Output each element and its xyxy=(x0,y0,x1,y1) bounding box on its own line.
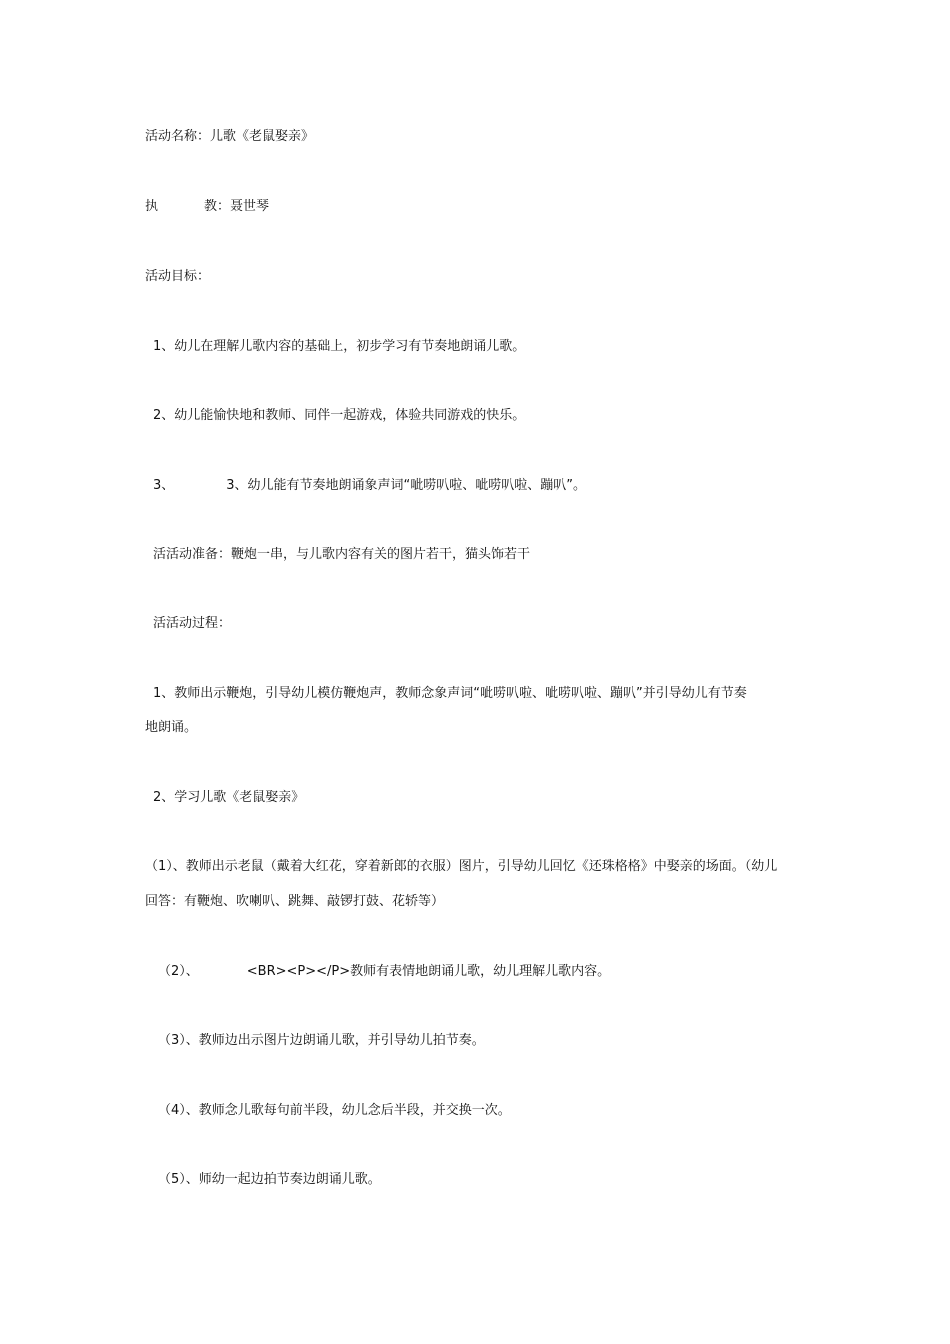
goal-3-text: 3、幼儿能有节奏地朗诵象声词“呲唠叭啦、呲唠叭啦、蹦叭”。 xyxy=(226,478,587,493)
sub-4: （4）、教师念儿歌每句前半段，幼儿念后半段，并交换一次。 xyxy=(158,1103,511,1118)
step-1-line-2: 地朗诵。 xyxy=(145,720,198,735)
teacher-label-a: 执 xyxy=(145,199,159,214)
goal-1: 1、幼儿在理解儿歌内容的基础上，初步学习有节奏地朗诵儿歌。 xyxy=(153,339,526,354)
goal-3-number: 3、 xyxy=(153,478,175,493)
teacher-label-b: 教：聂世琴 xyxy=(204,199,270,214)
goal-3 xyxy=(153,476,586,496)
sub-5: （5）、师幼一起边拍节奏边朗诵儿歌。 xyxy=(158,1172,381,1187)
step-1-line-1: 1、教师出示鞭炮，引导幼儿模仿鞭炮声，教师念象声词“呲唠叭啦、呲唠叭啦、蹦叭”并引导幼儿有节奏 xyxy=(153,686,747,701)
goals-heading: 活动目标： xyxy=(145,269,211,284)
step-2: 2、学习儿歌《老鼠娶亲》 xyxy=(153,790,305,805)
sub-2-number: （2）、 xyxy=(158,964,199,979)
teacher-line xyxy=(145,197,269,217)
process-heading: 活活动过程： xyxy=(153,616,232,631)
sub-2 xyxy=(158,962,610,982)
sub-1-line-1: （1）、教师出示老鼠（戴着大红花，穿着新郎的衣服）图片，引导幼儿回忆《还珠格格》中娶亲的场面。（幼儿 xyxy=(145,859,778,874)
sub-3: （3）、教师边出示图片边朗诵儿歌，并引导幼儿拍节奏。 xyxy=(158,1033,485,1048)
sub-2-text: <BR><P></P>教师有表情地朗诵儿歌，幼儿理解儿歌内容。 xyxy=(246,964,611,979)
goal-2: 2、幼儿能愉快地和教师、同伴一起游戏，体验共同游戏的快乐。 xyxy=(153,408,526,423)
sub-1-line-2: 回答：有鞭炮、吹喇叭、跳舞、敲锣打鼓、花轿等） xyxy=(145,894,445,909)
preparation: 活活动准备：鞭炮一串，与儿歌内容有关的图片若干，猫头饰若干 xyxy=(153,547,531,562)
activity-name: 活动名称：儿歌《老鼠娶亲》 xyxy=(145,129,315,144)
